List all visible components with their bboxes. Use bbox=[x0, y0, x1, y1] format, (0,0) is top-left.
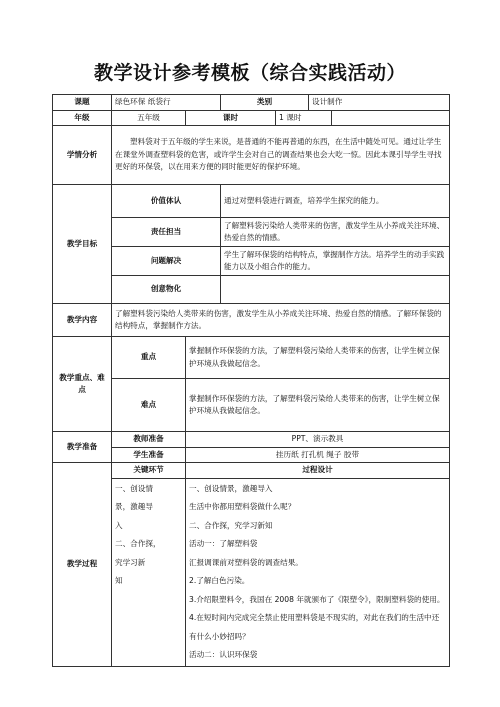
analysis-text: 塑料袋对于五年级的学生来说，是普通的不能再普通的东西，在生活中随处可见。通过让学生在课堂外调查塑料袋的危害，或许学生会对自己的调查结果也会大吃一惊。因此本课引导学生寻找更好的环保袋，以在用来方便的同时能更好的保护环境。 bbox=[112, 126, 450, 185]
key-point-text: 掌握制作环保袋的方法，了解塑料袋污染给人类带来的伤害，让学生树立保护环境从我做起信念。 bbox=[186, 337, 450, 379]
process-step: 汇报调课前对塑料袋的调查结果。 bbox=[189, 557, 303, 567]
goals-label: 教学目标 bbox=[53, 185, 112, 304]
topic-label: 课题 bbox=[53, 95, 112, 111]
header-row-topic bbox=[53, 95, 450, 111]
goal-text: 通过对塑料袋进行调查，培养学生探究的能力。 bbox=[221, 185, 450, 218]
goal-text: 学生了解环保袋的结构特点，掌握制作方法。培养学生的动手实践能力以及小组合作的能力。 bbox=[221, 247, 450, 276]
key-step-line: 景，激趣导 bbox=[115, 502, 153, 512]
grade-value: 五年级 bbox=[112, 110, 186, 126]
difficult-point-label: 难点 bbox=[112, 379, 186, 432]
process-step: 4.在短时间内完成完全禁止使用塑料袋是不现实的，对此在我们的生活中还有什么小妙招吗？ bbox=[189, 613, 440, 641]
student-prep-value: 挂历纸 打孔机 绳子 胶带 bbox=[186, 447, 450, 463]
goal-label: 价值体认 bbox=[112, 185, 221, 218]
goal-label: 责任担当 bbox=[112, 218, 221, 247]
process-header-row bbox=[53, 463, 450, 479]
goal-text bbox=[221, 276, 450, 304]
goal-row bbox=[53, 276, 450, 304]
difficult-point-text: 掌握制作环保袋的方法，了解塑料袋污染给人类带来的伤害，让学生树立保护环境从我做起信念。 bbox=[186, 379, 450, 432]
goal-row bbox=[53, 218, 450, 247]
process-design-cell bbox=[186, 478, 450, 666]
analysis-label: 学情分析 bbox=[53, 126, 112, 185]
key-step-line: 一、创设情 bbox=[115, 483, 153, 493]
process-body-row bbox=[53, 478, 450, 666]
topic-value: 绿色环保 纸袋行 bbox=[112, 95, 221, 111]
content-label: 教学内容 bbox=[53, 304, 112, 337]
process-step: 活动二：认识环保袋 bbox=[189, 650, 258, 660]
key-point-label: 重点 bbox=[112, 337, 186, 379]
goal-text: 了解塑料袋污染给人类带来的伤害，激发学生从小养成关注环境、热爱自然的情感。 bbox=[221, 218, 450, 247]
process-label: 教学过程 bbox=[53, 463, 112, 667]
key-step-line: 知 bbox=[115, 576, 123, 586]
key-step-line: 入 bbox=[115, 520, 123, 530]
process-step: 3.介绍限塑料令，我国在 2008 年就颁布了《限塑令》，限制塑料袋的使用。 bbox=[189, 594, 445, 604]
teacher-prep-value: PPT、演示教具 bbox=[186, 432, 450, 448]
process-step: 2.了解白色污染。 bbox=[189, 576, 250, 586]
process-design-header: 过程设计 bbox=[186, 463, 450, 479]
process-step: 活动一：了解塑料袋 bbox=[189, 539, 258, 549]
difficult-point-row bbox=[53, 379, 450, 432]
page-title: 教学设计参考模板（综合实践活动） bbox=[93, 62, 406, 84]
process-step: 二、合作探，究学习新知 bbox=[189, 520, 273, 530]
key-step-line: 究学习新 bbox=[115, 557, 146, 567]
header-row-grade bbox=[53, 110, 450, 126]
teacher-prep-label: 教师准备 bbox=[112, 432, 186, 448]
category-value: 设计制作 bbox=[309, 95, 450, 111]
category-label: 类别 bbox=[221, 95, 309, 111]
key-step-line: 二、合作探， bbox=[115, 539, 161, 549]
teacher-prep-row bbox=[53, 432, 450, 448]
lesson-plan-table bbox=[52, 94, 450, 667]
goal-label: 创意物化 bbox=[112, 276, 221, 304]
student-prep-row bbox=[53, 447, 450, 463]
goal-row bbox=[53, 185, 450, 218]
keypoints-label: 教学重点、难点 bbox=[53, 337, 112, 432]
key-steps-header: 关键环节 bbox=[112, 463, 186, 479]
key-point-row bbox=[53, 337, 450, 379]
header-empty-cell bbox=[332, 110, 450, 126]
hours-value: 1 课时 bbox=[276, 110, 332, 126]
student-prep-label: 学生准备 bbox=[112, 447, 186, 463]
grade-label: 年级 bbox=[53, 110, 112, 126]
goal-row bbox=[53, 247, 450, 276]
key-steps-cell bbox=[112, 478, 186, 666]
prep-label: 教学准备 bbox=[53, 432, 112, 463]
process-step: 一、创设情景，激趣导入 bbox=[189, 483, 273, 493]
hours-label: 课时 bbox=[186, 110, 276, 126]
content-text: 了解塑料袋污染给人类带来的伤害，激发学生从小养成关注环境、热爱自然的情感。了解环保袋的结构特点，掌握制作方法。 bbox=[112, 304, 450, 337]
content-row bbox=[53, 304, 450, 337]
analysis-row bbox=[53, 126, 450, 185]
goal-label: 问题解决 bbox=[112, 247, 221, 276]
process-step: 生活中你都用塑料袋做什么呢？ bbox=[189, 502, 296, 512]
